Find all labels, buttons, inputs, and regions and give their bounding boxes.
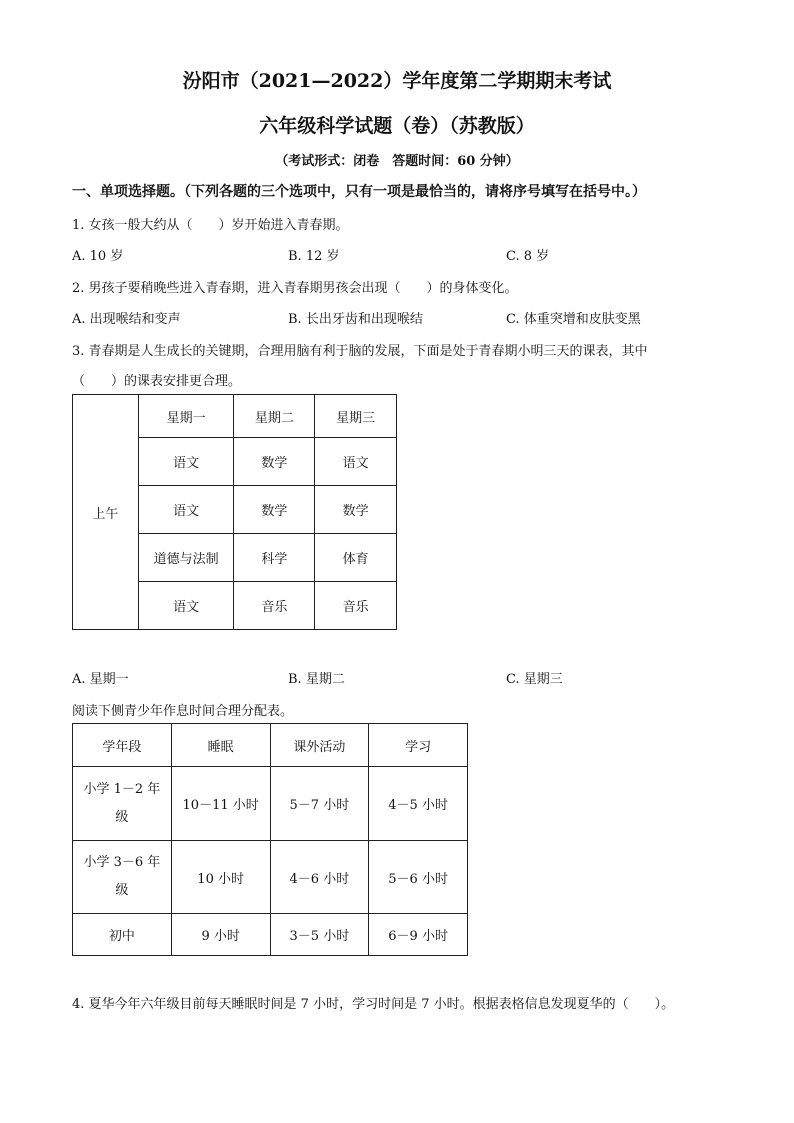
schedule-row-label: 上午 bbox=[73, 395, 139, 630]
q2-option-a: A. 出现喉结和变声 bbox=[72, 312, 181, 327]
rest-cell: 10－11 小时 bbox=[171, 767, 270, 841]
schedule-cell: 道德与法制 bbox=[138, 534, 234, 582]
schedule-cell: 数学 bbox=[234, 438, 315, 486]
q3-option-a: A. 星期一 bbox=[72, 672, 129, 687]
section-heading: 一、单项选择题。（下列各题的三个选项中，只有一项是最恰当的，请将序号填写在括号中。） bbox=[72, 184, 646, 200]
schedule-header-row bbox=[73, 395, 397, 438]
q3-option-c: C. 星期三 bbox=[506, 672, 563, 687]
question-3-line-2: （ ）的课表安排更合理。 bbox=[72, 374, 242, 389]
schedule-cell: 体育 bbox=[315, 534, 397, 582]
rest-header-cell: 睡眠 bbox=[171, 724, 270, 767]
rest-cell: 6－9 小时 bbox=[369, 914, 468, 956]
rest-cell: 4－5 小时 bbox=[369, 767, 468, 841]
schedule-header-cell: 星期三 bbox=[315, 395, 397, 438]
rest-cell: 5－7 小时 bbox=[270, 767, 369, 841]
schedule-cell: 数学 bbox=[234, 486, 315, 534]
schedule-cell: 数学 bbox=[315, 486, 397, 534]
rest-cell: 5－6 小时 bbox=[369, 841, 468, 914]
exam-title: 汾阳市（2021—2022）学年度第二学期期末考试 bbox=[182, 70, 612, 92]
rest-header-row bbox=[73, 724, 468, 767]
schedule-cell: 科学 bbox=[234, 534, 315, 582]
rest-row bbox=[73, 914, 468, 956]
question-2: 2. 男孩子要稍晚些进入青春期，进入青春期男孩会出现（ ）的身体变化。 bbox=[72, 281, 518, 296]
rest-schedule-table bbox=[72, 723, 468, 956]
schedule-cell: 语文 bbox=[138, 582, 234, 630]
schedule-cell: 语文 bbox=[138, 438, 234, 486]
q2-option-b: B. 长出牙齿和出现喉结 bbox=[288, 312, 423, 327]
exam-note: （考试形式：闭卷 答题时间：60 分钟） bbox=[275, 154, 519, 169]
rest-header-cell: 学习 bbox=[369, 724, 468, 767]
schedule-cell: 语文 bbox=[138, 486, 234, 534]
q1-option-a: A. 10 岁 bbox=[72, 249, 124, 264]
rest-header-cell: 学年段 bbox=[73, 724, 172, 767]
rest-cell-grade: 初中 bbox=[73, 914, 172, 956]
question-4: 4. 夏华今年六年级目前每天睡眠时间是 7 小时，学习时间是 7 小时。根据表格信息发现夏华的（ ）。 bbox=[72, 997, 675, 1012]
rest-cell: 10 小时 bbox=[171, 841, 270, 914]
schedule-cell: 音乐 bbox=[234, 582, 315, 630]
q1-option-b: B. 12 岁 bbox=[288, 249, 340, 264]
question-1: 1. 女孩一般大约从（ ）岁开始进入青春期。 bbox=[72, 218, 349, 233]
rest-cell: 9 小时 bbox=[171, 914, 270, 956]
schedule-header-cell: 星期二 bbox=[234, 395, 315, 438]
rest-cell-grade: 小学 1－2 年级 bbox=[73, 767, 172, 841]
rest-cell-grade: 小学 3－6 年级 bbox=[73, 841, 172, 914]
schedule-cell: 语文 bbox=[315, 438, 397, 486]
schedule-cell: 音乐 bbox=[315, 582, 397, 630]
schedule-table bbox=[72, 394, 397, 630]
q2-option-c: C. 体重突增和皮肤变黑 bbox=[506, 312, 641, 327]
rest-header-cell: 课外活动 bbox=[270, 724, 369, 767]
rest-row bbox=[73, 767, 468, 841]
q1-option-c: C. 8 岁 bbox=[506, 249, 550, 264]
question-3-line-1: 3. 青春期是人生成长的关键期，合理用脑有利于脑的发展，下面是处于青春期小明三天的课表，其中 bbox=[72, 344, 648, 359]
rest-cell: 3－5 小时 bbox=[270, 914, 369, 956]
reading-intro: 阅读下侧青少年作息时间合理分配表。 bbox=[72, 704, 294, 719]
rest-row bbox=[73, 841, 468, 914]
schedule-header-cell: 星期一 bbox=[138, 395, 234, 438]
rest-cell: 4－6 小时 bbox=[270, 841, 369, 914]
q3-option-b: B. 星期二 bbox=[288, 672, 345, 687]
exam-subtitle: 六年级科学试题（卷）（苏教版） bbox=[259, 115, 535, 137]
